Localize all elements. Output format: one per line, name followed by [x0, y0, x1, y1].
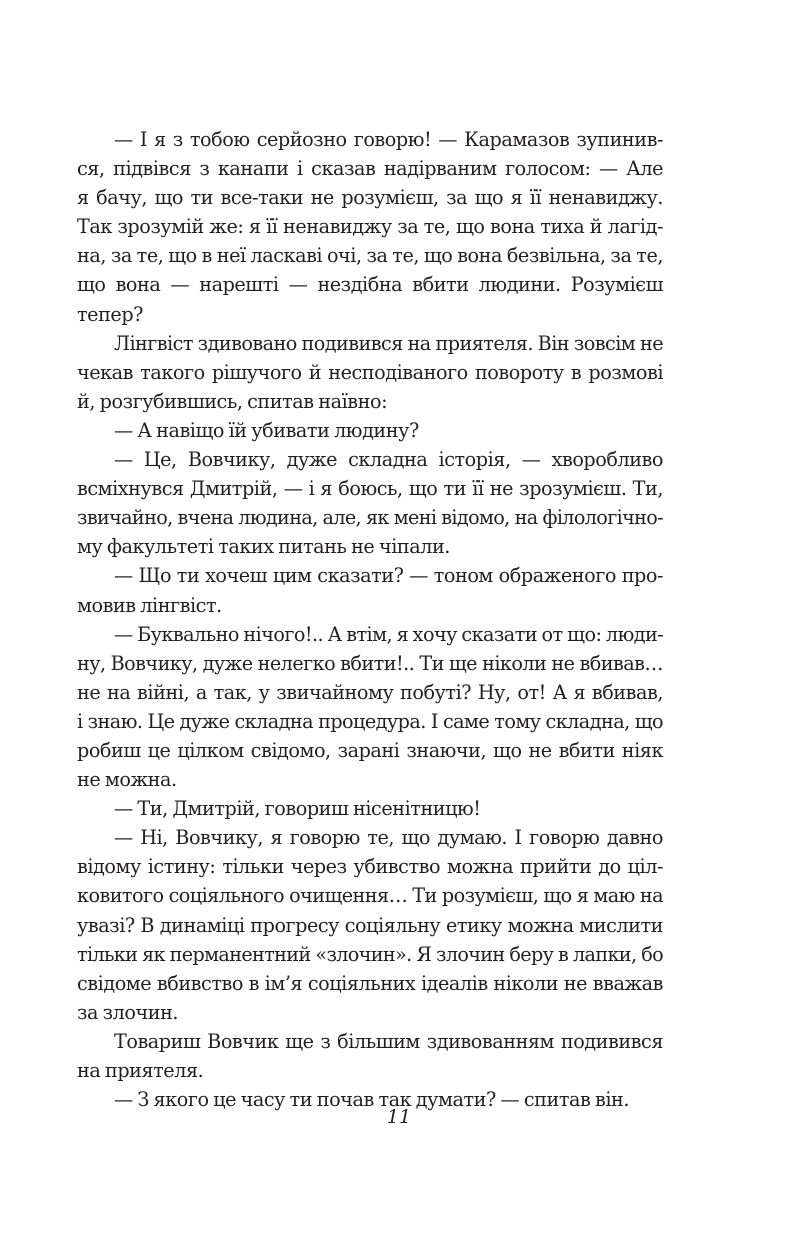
text-line: не можна. — [77, 768, 177, 792]
text-line: Так зрозумій же: я її ненавиджу за те, що вона тиха й лагід- — [77, 215, 663, 239]
text-line: на приятеля. — [77, 1059, 204, 1082]
text-line: на, за те, що в неї ласкаві очі, за те, що вона безвільна, за те, — [77, 244, 663, 268]
text-line: — З якого це часу ти почав так думати? — спитав він. — [114, 1088, 630, 1112]
text-line: й, розгубившись, спитав наївно: — [77, 389, 388, 413]
text-line: тільки як перманентний «злочин». Я злочин беру в лапки, бо — [77, 942, 663, 966]
text-line: — А навіщо їй убивати людину? — [114, 418, 419, 442]
text-line: не на війні, а так, у звичайному побуті? Ну, от! А я вбивав, — [77, 680, 663, 704]
text-line: — Ти, Дмитрій, говориш нісенітницю! — [114, 797, 481, 821]
text-line: я бачу, що ти все-таки не розумієш, за що я її ненавиджу. — [77, 186, 663, 210]
text-line: ковитого соціяльного очищення… Ти розумієш, що я маю на — [77, 884, 663, 908]
text-line: робиш це цілком свідомо, зарані знаючи, що не вбити ніяк — [77, 738, 663, 762]
text-line: Товариш Вовчик ще з більшим здивованням подивився — [114, 1029, 663, 1053]
text-line: — І я з тобою серйозно говорю! — Карамазов зупинив- — [114, 128, 663, 151]
text-line: свідоме вбивство в ім’я соціяльних ідеалів ніколи не вважав — [77, 971, 663, 995]
text-line: — Що ти хочеш цим сказати? — тоном ображеного про- — [114, 564, 663, 588]
text-line: — Буквально нічого!.. А втім, я хочу сказати от що: люди- — [114, 622, 664, 646]
text-line: чекав такого рішучого й несподіваного повороту в розмові — [77, 360, 663, 384]
text-line: відому істину: тільки через убивство можна прийти до ціл- — [77, 855, 663, 879]
text-line: тепер? — [77, 302, 143, 326]
text-line: звичайно, вчена людина, але, як мені відомо, на філологічно- — [77, 506, 663, 530]
text-line: і знаю. Це дуже складна процедура. І саме тому складна, що — [77, 709, 663, 733]
page-number: 11 — [386, 1106, 412, 1128]
text-line: — Ні, Вовчику, я говорю те, що думаю. І говорю давно — [114, 826, 663, 850]
text-line: Лінгвіст здивовано подивився на приятеля. Він зовсім не — [114, 331, 663, 355]
body-text — [77, 125, 663, 1114]
text-line: ся, підвівся з канапи і сказав надірваним голосом: — Але — [77, 157, 663, 181]
text-line: мовив лінгвіст. — [77, 593, 222, 617]
text-line: що вона — нарешті — нездібна вбити людини. Розумієш — [77, 273, 663, 297]
text-line: увазі? В динаміці прогресу соціяльну етику можна мислити — [77, 913, 663, 937]
text-line: всміхнувся Дмитрій, — і я боюсь, що ти її не зрозумієш. Ти, — [77, 477, 663, 501]
text-line: му факультеті таких питань не чіпали. — [77, 535, 450, 559]
text-line: ну, Вовчику, дуже нелегко вбити!.. Ти ще ніколи не вбивав… — [77, 651, 663, 675]
text-line: — Це, Вовчику, дуже складна історія, — хворобливо — [114, 448, 663, 472]
text-line: за злочин. — [77, 1000, 179, 1024]
